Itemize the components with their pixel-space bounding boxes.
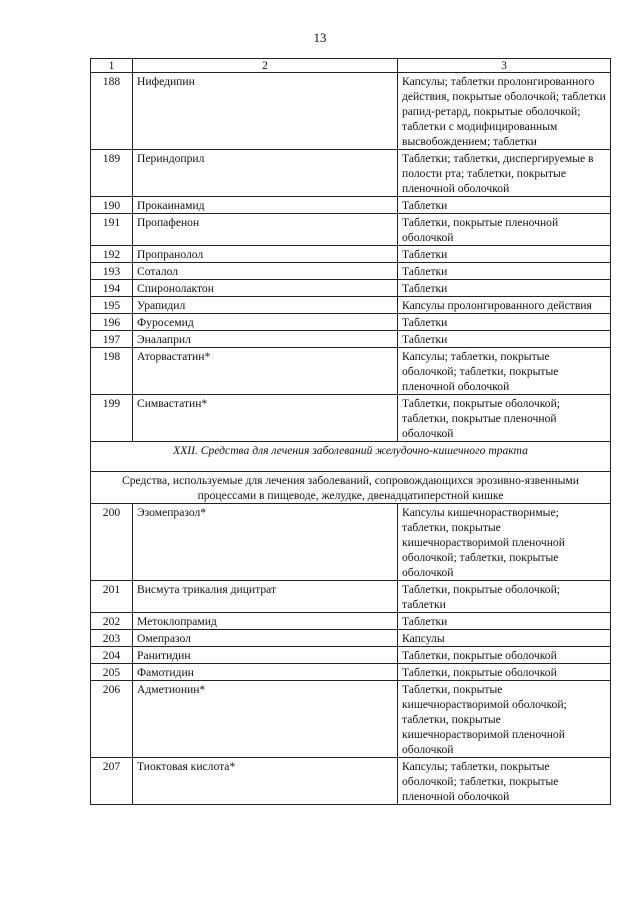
drug-name: Пропранолол — [133, 246, 398, 263]
drug-name: Метоклопрамид — [133, 613, 398, 630]
dosage-form: Таблетки, покрытые пленочной оболочкой — [398, 214, 611, 246]
row-number: 207 — [91, 758, 133, 805]
row-number: 189 — [91, 150, 133, 197]
dosage-form: Таблетки — [398, 246, 611, 263]
drug-name: Периндоприл — [133, 150, 398, 197]
drug-name: Ранитидин — [133, 647, 398, 664]
dosage-form: Таблетки — [398, 197, 611, 214]
row-number: 206 — [91, 681, 133, 758]
row-number: 194 — [91, 280, 133, 297]
row-number: 205 — [91, 664, 133, 681]
table-row — [91, 197, 611, 214]
dosage-form: Таблетки — [398, 613, 611, 630]
drug-name: Прокаинамид — [133, 197, 398, 214]
row-number: 195 — [91, 297, 133, 314]
dosage-form: Таблетки, покрытые оболочкой — [398, 664, 611, 681]
subsection-title-row — [91, 472, 611, 504]
drug-name: Адметионин* — [133, 681, 398, 758]
row-number: 203 — [91, 630, 133, 647]
dosage-form: Таблетки — [398, 280, 611, 297]
row-number: 197 — [91, 331, 133, 348]
dosage-form: Капсулы; таблетки, покрытые оболочкой; таблетки, покрытые пленочной оболочкой — [398, 758, 611, 805]
row-number: 200 — [91, 504, 133, 581]
row-number: 192 — [91, 246, 133, 263]
drug-name: Соталол — [133, 263, 398, 280]
table-row — [91, 647, 611, 664]
table-row — [91, 297, 611, 314]
table-row — [91, 613, 611, 630]
dosage-form: Таблетки, покрытые оболочкой; таблетки — [398, 581, 611, 613]
column-header-form: 3 — [398, 59, 611, 73]
table-row — [91, 73, 611, 150]
drug-name: Висмута трикалия дицитрат — [133, 581, 398, 613]
row-number: 190 — [91, 197, 133, 214]
dosage-form: Таблетки, покрытые оболочкой; таблетки, покрытые пленочной оболочкой — [398, 395, 611, 442]
subsection-title: Средства, используемые для лечения заболеваний, сопровождающихся эрозивно-язвенными процессами в пищеводе, желудке, двенадцатиперстной кишке — [91, 472, 611, 504]
drug-name: Омепразол — [133, 630, 398, 647]
table-header-row — [91, 59, 611, 73]
drug-name: Пропафенон — [133, 214, 398, 246]
dosage-form: Таблетки — [398, 331, 611, 348]
table-row — [91, 314, 611, 331]
row-number: 199 — [91, 395, 133, 442]
table-row — [91, 664, 611, 681]
column-header-number: 1 — [91, 59, 133, 73]
dosage-form: Капсулы; таблетки, покрытые оболочкой; таблетки, покрытые пленочной оболочкой — [398, 348, 611, 395]
section-title-row — [91, 442, 611, 472]
dosage-form: Капсулы — [398, 630, 611, 647]
drug-name: Фамотидин — [133, 664, 398, 681]
table-row — [91, 395, 611, 442]
table-row — [91, 246, 611, 263]
drug-name: Спиронолактон — [133, 280, 398, 297]
dosage-form: Таблетки, покрытые кишечнорастворимой оболочкой; таблетки, покрытые кишечнорастворимой пленочной оболочкой — [398, 681, 611, 758]
page-number: 13 — [313, 30, 327, 45]
section-title: XXII. Средства для лечения заболеваний желудочно-кишечного тракта — [91, 442, 611, 472]
dosage-form: Таблетки, покрытые оболочкой — [398, 647, 611, 664]
table-row — [91, 214, 611, 246]
table-row — [91, 758, 611, 805]
table-body — [91, 59, 611, 805]
dosage-form: Таблетки — [398, 314, 611, 331]
row-number: 193 — [91, 263, 133, 280]
drug-name: Эналаприл — [133, 331, 398, 348]
dosage-form: Капсулы; таблетки пролонгированного действия, покрытые оболочкой; таблетки рапид-ретард, покрытые оболочкой; таблетки с модифицированным высвобождением; таблетки — [398, 73, 611, 150]
column-header-name: 2 — [133, 59, 398, 73]
table-row — [91, 348, 611, 395]
drug-name: Фуросемид — [133, 314, 398, 331]
dosage-form: Таблетки; таблетки, диспергируемые в полости рта; таблетки, покрытые пленочной оболочкой — [398, 150, 611, 197]
drug-name: Урапидил — [133, 297, 398, 314]
row-number: 202 — [91, 613, 133, 630]
drug-list-table — [90, 58, 611, 805]
table-row — [91, 581, 611, 613]
table-row — [91, 263, 611, 280]
drug-name: Симвастатин* — [133, 395, 398, 442]
drug-name: Эзомепразол* — [133, 504, 398, 581]
drug-name: Тиоктовая кислота* — [133, 758, 398, 805]
row-number: 198 — [91, 348, 133, 395]
table-row — [91, 331, 611, 348]
row-number: 201 — [91, 581, 133, 613]
drug-name: Аторвастатин* — [133, 348, 398, 395]
table-row — [91, 681, 611, 758]
row-number: 204 — [91, 647, 133, 664]
table-row — [91, 630, 611, 647]
table-row — [91, 280, 611, 297]
dosage-form: Таблетки — [398, 263, 611, 280]
table-row — [91, 504, 611, 581]
row-number: 196 — [91, 314, 133, 331]
dosage-form: Капсулы пролонгированного действия — [398, 297, 611, 314]
row-number: 191 — [91, 214, 133, 246]
table-row — [91, 150, 611, 197]
drug-name: Нифедипин — [133, 73, 398, 150]
dosage-form: Капсулы кишечнорастворимые; таблетки, покрытые кишечнорастворимой пленочной оболочкой; таблетки, покрытые оболочкой — [398, 504, 611, 581]
row-number: 188 — [91, 73, 133, 150]
